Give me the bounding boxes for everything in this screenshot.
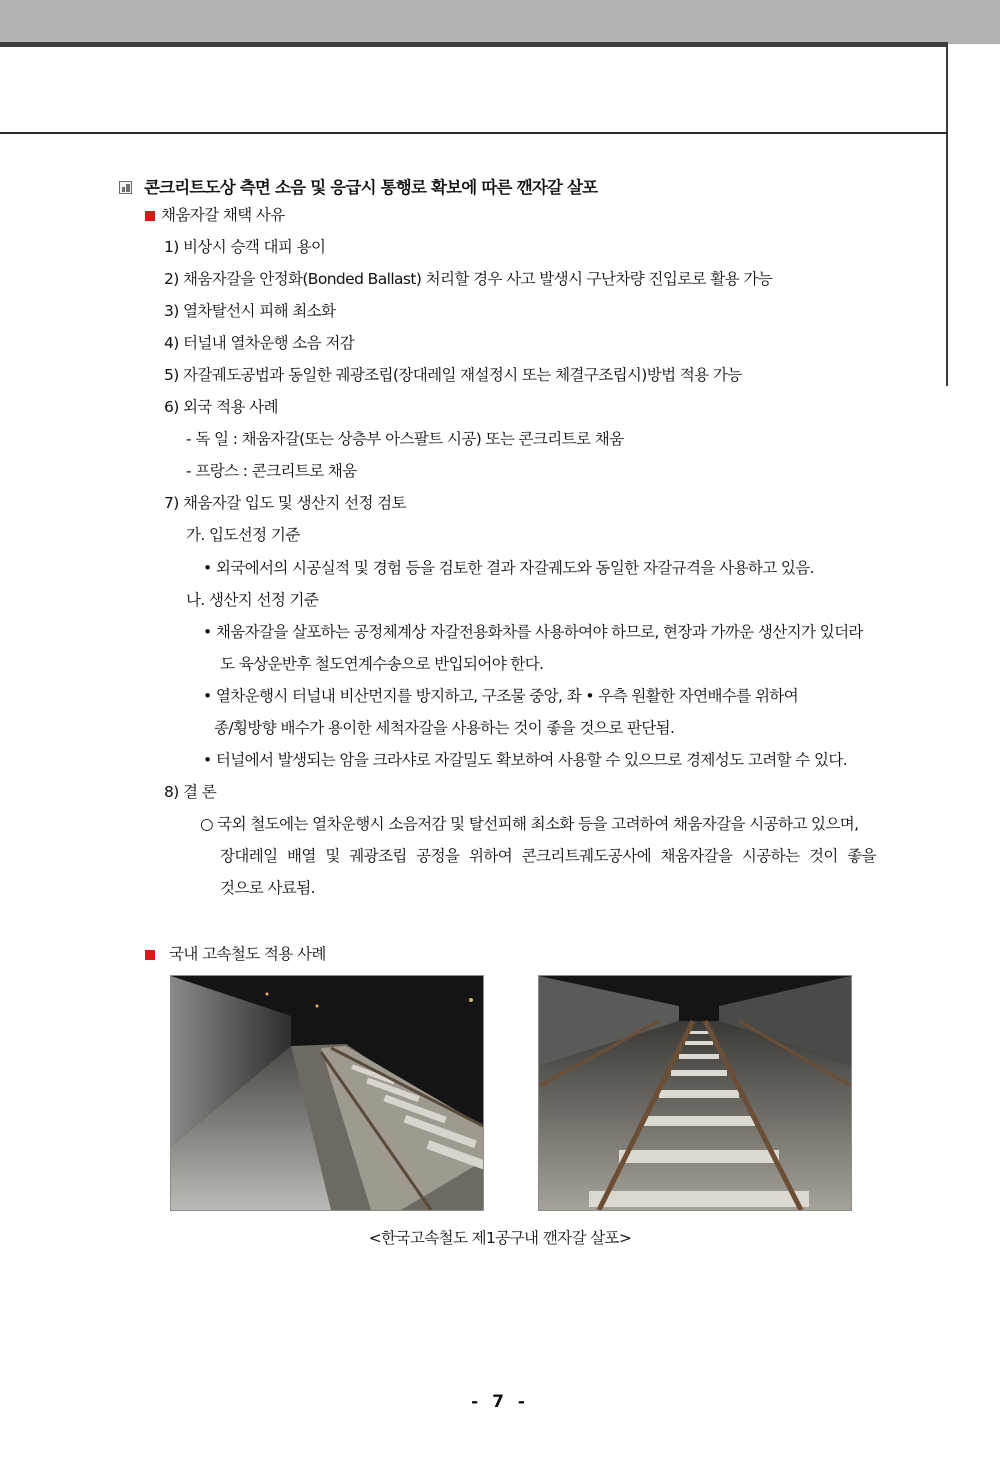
foreign-case-germany: - 독 일 : 채움자갈(또는 상층부 아스팔트 시공) 또는 콘크리트로 채움 <box>186 430 624 448</box>
domestic-heading: 국내 고속철도 적용 사례 <box>169 945 326 963</box>
header-top-rule <box>0 42 948 47</box>
list-item: 6) 외국 적용 사례 <box>164 398 278 416</box>
source-bullet-1-line-1: • 채움자갈을 살포하는 공정체계상 자갈전용화차를 사용하여야 하므로, 현장과 가까운 생산지가 있더라 <box>203 623 863 641</box>
red-square-bullet-icon <box>145 211 155 221</box>
list-item: 2) 채움자갈을 안정화(Bonded Ballast) 처리할 경우 사고 발생시 구난차량 진입로로 활용 가능 <box>164 270 773 288</box>
page-number: - 7 - <box>471 1392 529 1412</box>
conclusion-line-3: 것으로 사료됨. <box>220 879 315 897</box>
conclusion-line-2: 장대레일 배열 및 궤광조립 공정을 위하여 콘크리트궤도공사에 채움자갈을 시공하는 것이 좋을 <box>220 847 876 865</box>
section-title-icon <box>119 181 132 194</box>
grading-bullet: • 외국에서의 시공실적 및 경험 등을 검토한 결과 자갈궤도와 동일한 자갈규격을 사용하고 있음. <box>203 559 814 577</box>
header-right-rule <box>946 44 948 386</box>
source-bullet-1-line-2: 도 육상운반후 철도연계수송으로 반입되어야 한다. <box>220 655 544 673</box>
list-item: 5) 자갈궤도공법과 동일한 궤광조립(장대레일 재설정시 또는 체결구조립시)방법 적용 가능 <box>164 366 742 384</box>
section-title: 콘크리트도상 측면 소음 및 응급시 통행로 확보에 따른 깬자갈 살포 <box>144 178 598 197</box>
list-item: 1) 비상시 승객 대피 용이 <box>164 238 326 256</box>
header-band <box>0 0 1000 44</box>
source-bullet-2-line-1: • 열차운행시 터널내 비산먼지를 방지하고, 구조물 중앙, 좌 • 우측 원활한 자연배수를 위하여 <box>203 687 799 705</box>
red-square-bullet-icon <box>145 950 155 960</box>
list-item: 4) 터널내 열차운행 소음 저감 <box>164 334 355 352</box>
subheading-ballast-reasons: 채움자갈 채택 사유 <box>161 206 285 224</box>
source-bullet-2-line-2: 종/횡방향 배수가 용이한 세척자갈을 사용하는 것이 좋을 것으로 판단됨. <box>214 719 675 737</box>
source-bullet-3: • 터널에서 발생되는 암을 크라샤로 자갈밀도 확보하여 사용할 수 있으므로 경제성도 고려할 수 있다. <box>203 751 848 769</box>
list-item: 3) 열차탈선시 피해 최소화 <box>164 302 336 320</box>
sub-heading-source: 나. 생산지 선정 기준 <box>186 591 319 609</box>
photo-tunnel-track-side <box>170 975 484 1211</box>
conclusion-line-1: ○ 국외 철도에는 열차운행시 소음저감 및 탈선피해 최소화 등을 고려하여 채움자갈을 시공하고 있으며, <box>200 815 859 833</box>
tunnel-track-side-image <box>171 976 483 1210</box>
list-item: 7) 채움자갈 입도 및 생산지 선정 검토 <box>164 494 406 512</box>
sub-heading-grading: 가. 입도선정 기준 <box>186 526 300 544</box>
header-bottom-rule <box>0 132 948 134</box>
photo-tunnel-track-center <box>538 975 852 1211</box>
tunnel-track-center-image <box>539 976 851 1210</box>
list-item: 8) 결 론 <box>164 783 217 801</box>
foreign-case-france: - 프랑스 : 콘크리트로 채움 <box>186 462 357 480</box>
photo-caption: <한국고속철도 제1공구내 깬자갈 살포> <box>368 1229 632 1247</box>
